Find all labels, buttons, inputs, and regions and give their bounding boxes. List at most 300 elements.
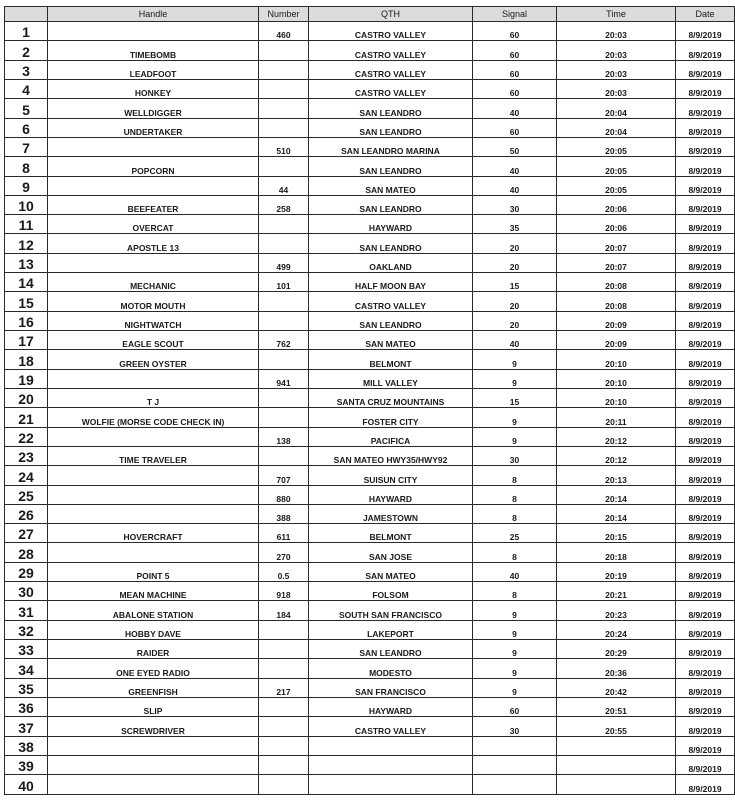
qth-cell: CASTRO VALLEY	[309, 60, 473, 79]
handle-cell: OVERCAT	[48, 215, 259, 234]
table-row	[5, 678, 735, 697]
date-cell: 8/9/2019	[676, 60, 735, 79]
header-qth: QTH	[309, 7, 473, 22]
handle-cell: WOLFIE (MORSE CODE CHECK IN)	[48, 408, 259, 427]
time-cell: 20:21	[557, 582, 676, 601]
table-row	[5, 620, 735, 639]
date-cell: 8/9/2019	[676, 22, 735, 41]
date-cell: 8/9/2019	[676, 273, 735, 292]
qth-cell: SAN LEANDRO	[309, 640, 473, 659]
table-row	[5, 369, 735, 388]
number-cell: 707	[259, 466, 309, 485]
row-number: 32	[5, 620, 48, 639]
row-number: 24	[5, 466, 48, 485]
signal-cell: 15	[473, 388, 557, 407]
time-cell: 20:03	[557, 22, 676, 41]
qth-cell: FOLSOM	[309, 582, 473, 601]
date-cell: 8/9/2019	[676, 582, 735, 601]
row-number: 22	[5, 427, 48, 446]
table-row	[5, 775, 735, 795]
number-cell: 258	[259, 195, 309, 214]
number-cell	[259, 60, 309, 79]
signal-cell: 20	[473, 311, 557, 330]
date-cell: 8/9/2019	[676, 543, 735, 562]
table-row	[5, 22, 735, 41]
qth-cell	[309, 755, 473, 774]
signal-cell: 40	[473, 562, 557, 581]
signal-cell: 9	[473, 640, 557, 659]
row-number: 13	[5, 253, 48, 272]
table-row	[5, 331, 735, 350]
number-cell: 499	[259, 253, 309, 272]
date-cell: 8/9/2019	[676, 292, 735, 311]
handle-cell: APOSTLE 13	[48, 234, 259, 253]
row-number: 3	[5, 60, 48, 79]
time-cell: 20:06	[557, 195, 676, 214]
time-cell: 20:51	[557, 697, 676, 716]
date-cell: 8/9/2019	[676, 562, 735, 581]
signal-cell: 9	[473, 678, 557, 697]
table-row	[5, 755, 735, 774]
signal-cell: 60	[473, 22, 557, 41]
log-body	[5, 22, 735, 795]
table-row	[5, 446, 735, 465]
header-handle: Handle	[48, 7, 259, 22]
table-row	[5, 195, 735, 214]
number-cell	[259, 736, 309, 755]
table-row	[5, 137, 735, 156]
qth-cell: SAN JOSE	[309, 543, 473, 562]
number-cell	[259, 640, 309, 659]
date-cell: 8/9/2019	[676, 717, 735, 736]
date-cell: 8/9/2019	[676, 427, 735, 446]
number-cell	[259, 350, 309, 369]
number-cell	[259, 118, 309, 137]
time-cell: 20:05	[557, 157, 676, 176]
qth-cell: CASTRO VALLEY	[309, 22, 473, 41]
date-cell: 8/9/2019	[676, 195, 735, 214]
number-cell	[259, 292, 309, 311]
handle-cell: POINT 5	[48, 562, 259, 581]
signal-cell: 8	[473, 466, 557, 485]
number-cell	[259, 157, 309, 176]
row-number: 30	[5, 582, 48, 601]
qth-cell: HALF MOON BAY	[309, 273, 473, 292]
row-number: 21	[5, 408, 48, 427]
row-number: 37	[5, 717, 48, 736]
number-cell	[259, 659, 309, 678]
qth-cell: SAN LEANDRO	[309, 311, 473, 330]
qth-cell: SAN FRANCISCO	[309, 678, 473, 697]
signal-cell: 9	[473, 408, 557, 427]
date-cell: 8/9/2019	[676, 678, 735, 697]
number-cell: 611	[259, 524, 309, 543]
handle-cell	[48, 253, 259, 272]
time-cell: 20:10	[557, 369, 676, 388]
time-cell	[557, 755, 676, 774]
time-cell: 20:09	[557, 331, 676, 350]
check-in-log-table	[4, 6, 735, 795]
handle-cell: TIME TRAVELER	[48, 446, 259, 465]
table-row	[5, 157, 735, 176]
row-number: 11	[5, 215, 48, 234]
qth-cell: HAYWARD	[309, 485, 473, 504]
time-cell: 20:03	[557, 60, 676, 79]
number-cell: 460	[259, 22, 309, 41]
time-cell: 20:09	[557, 311, 676, 330]
signal-cell: 9	[473, 659, 557, 678]
number-cell	[259, 620, 309, 639]
date-cell: 8/9/2019	[676, 41, 735, 60]
row-number: 17	[5, 331, 48, 350]
time-cell: 20:19	[557, 562, 676, 581]
number-cell: 101	[259, 273, 309, 292]
handle-cell	[48, 427, 259, 446]
time-cell: 20:05	[557, 176, 676, 195]
signal-cell: 15	[473, 273, 557, 292]
number-cell: 762	[259, 331, 309, 350]
handle-cell: GREEN OYSTER	[48, 350, 259, 369]
signal-cell	[473, 736, 557, 755]
handle-cell	[48, 755, 259, 774]
qth-cell: FOSTER CITY	[309, 408, 473, 427]
qth-cell: CASTRO VALLEY	[309, 79, 473, 98]
qth-cell: SAN MATEO HWY35/HWY92	[309, 446, 473, 465]
qth-cell	[309, 736, 473, 755]
table-row	[5, 736, 735, 755]
table-row	[5, 504, 735, 523]
row-number: 27	[5, 524, 48, 543]
number-cell: 184	[259, 601, 309, 620]
number-cell	[259, 446, 309, 465]
date-cell: 8/9/2019	[676, 99, 735, 118]
table-row	[5, 485, 735, 504]
number-cell: 880	[259, 485, 309, 504]
qth-cell: LAKEPORT	[309, 620, 473, 639]
row-number: 4	[5, 79, 48, 98]
time-cell: 20:14	[557, 485, 676, 504]
row-number: 7	[5, 137, 48, 156]
signal-cell: 50	[473, 137, 557, 156]
handle-cell: HOBBY DAVE	[48, 620, 259, 639]
handle-cell: UNDERTAKER	[48, 118, 259, 137]
time-cell: 20:42	[557, 678, 676, 697]
row-number: 23	[5, 446, 48, 465]
log-sheet	[4, 6, 722, 795]
time-cell: 20:08	[557, 292, 676, 311]
table-row	[5, 717, 735, 736]
time-cell: 20:04	[557, 99, 676, 118]
table-row	[5, 562, 735, 581]
handle-cell	[48, 543, 259, 562]
table-row	[5, 466, 735, 485]
qth-cell: HAYWARD	[309, 697, 473, 716]
date-cell: 8/9/2019	[676, 137, 735, 156]
signal-cell: 9	[473, 601, 557, 620]
time-cell: 20:03	[557, 79, 676, 98]
time-cell: 20:04	[557, 118, 676, 137]
number-cell: 941	[259, 369, 309, 388]
number-cell: 138	[259, 427, 309, 446]
signal-cell: 8	[473, 485, 557, 504]
handle-cell: BEEFEATER	[48, 195, 259, 214]
handle-cell	[48, 176, 259, 195]
time-cell: 20:13	[557, 466, 676, 485]
table-row	[5, 350, 735, 369]
date-cell: 8/9/2019	[676, 79, 735, 98]
time-cell: 20:12	[557, 446, 676, 465]
signal-cell: 30	[473, 195, 557, 214]
qth-cell: SAN LEANDRO	[309, 195, 473, 214]
row-number: 1	[5, 22, 48, 41]
row-number: 29	[5, 562, 48, 581]
table-row	[5, 234, 735, 253]
date-cell: 8/9/2019	[676, 620, 735, 639]
time-cell	[557, 736, 676, 755]
date-cell: 8/9/2019	[676, 350, 735, 369]
table-row	[5, 79, 735, 98]
signal-cell: 9	[473, 620, 557, 639]
handle-cell: HONKEY	[48, 79, 259, 98]
handle-cell: SLIP	[48, 697, 259, 716]
handle-cell	[48, 369, 259, 388]
time-cell: 20:08	[557, 273, 676, 292]
header-date: Date	[676, 7, 735, 22]
qth-cell: SUISUN CITY	[309, 466, 473, 485]
number-cell	[259, 775, 309, 795]
handle-cell: ABALONE STATION	[48, 601, 259, 620]
table-row	[5, 697, 735, 716]
time-cell: 20:07	[557, 234, 676, 253]
signal-cell: 40	[473, 176, 557, 195]
date-cell: 8/9/2019	[676, 755, 735, 774]
number-cell: 44	[259, 176, 309, 195]
time-cell: 20:07	[557, 253, 676, 272]
row-number: 31	[5, 601, 48, 620]
qth-cell: JAMESTOWN	[309, 504, 473, 523]
handle-cell: GREENFISH	[48, 678, 259, 697]
handle-cell: WELLDIGGER	[48, 99, 259, 118]
signal-cell: 30	[473, 446, 557, 465]
row-number: 2	[5, 41, 48, 60]
date-cell: 8/9/2019	[676, 466, 735, 485]
table-row	[5, 640, 735, 659]
handle-cell	[48, 504, 259, 523]
header-number: Number	[259, 7, 309, 22]
date-cell: 8/9/2019	[676, 775, 735, 795]
time-cell: 20:15	[557, 524, 676, 543]
table-row	[5, 311, 735, 330]
signal-cell: 35	[473, 215, 557, 234]
row-number: 26	[5, 504, 48, 523]
number-cell	[259, 311, 309, 330]
time-cell: 20:18	[557, 543, 676, 562]
handle-cell: EAGLE SCOUT	[48, 331, 259, 350]
qth-cell: SAN LEANDRO	[309, 157, 473, 176]
table-row	[5, 60, 735, 79]
date-cell: 8/9/2019	[676, 446, 735, 465]
date-cell: 8/9/2019	[676, 118, 735, 137]
time-cell: 20:14	[557, 504, 676, 523]
qth-cell: SAN MATEO	[309, 562, 473, 581]
date-cell: 8/9/2019	[676, 311, 735, 330]
row-number: 36	[5, 697, 48, 716]
row-number: 19	[5, 369, 48, 388]
signal-cell: 60	[473, 697, 557, 716]
table-row	[5, 427, 735, 446]
date-cell: 8/9/2019	[676, 253, 735, 272]
row-number: 18	[5, 350, 48, 369]
row-number: 14	[5, 273, 48, 292]
handle-cell: RAIDER	[48, 640, 259, 659]
handle-cell: SCREWDRIVER	[48, 717, 259, 736]
table-row	[5, 41, 735, 60]
qth-cell: HAYWARD	[309, 215, 473, 234]
handle-cell	[48, 137, 259, 156]
signal-cell: 60	[473, 118, 557, 137]
number-cell: 388	[259, 504, 309, 523]
qth-cell: OAKLAND	[309, 253, 473, 272]
row-number: 5	[5, 99, 48, 118]
signal-cell	[473, 775, 557, 795]
time-cell: 20:05	[557, 137, 676, 156]
number-cell	[259, 99, 309, 118]
row-number: 15	[5, 292, 48, 311]
row-number: 34	[5, 659, 48, 678]
table-row	[5, 601, 735, 620]
qth-cell: SANTA CRUZ MOUNTAINS	[309, 388, 473, 407]
date-cell: 8/9/2019	[676, 369, 735, 388]
table-row	[5, 253, 735, 272]
number-cell	[259, 408, 309, 427]
qth-cell: CASTRO VALLEY	[309, 292, 473, 311]
row-number: 25	[5, 485, 48, 504]
time-cell: 20:29	[557, 640, 676, 659]
number-cell: 510	[259, 137, 309, 156]
date-cell: 8/9/2019	[676, 331, 735, 350]
signal-cell: 25	[473, 524, 557, 543]
signal-cell: 60	[473, 41, 557, 60]
date-cell: 8/9/2019	[676, 640, 735, 659]
handle-cell: ONE EYED RADIO	[48, 659, 259, 678]
handle-cell: MECHANIC	[48, 273, 259, 292]
number-cell	[259, 234, 309, 253]
handle-cell	[48, 22, 259, 41]
date-cell: 8/9/2019	[676, 234, 735, 253]
row-number: 10	[5, 195, 48, 214]
signal-cell: 30	[473, 717, 557, 736]
handle-cell	[48, 485, 259, 504]
time-cell: 20:23	[557, 601, 676, 620]
number-cell: 217	[259, 678, 309, 697]
number-cell	[259, 215, 309, 234]
row-number: 12	[5, 234, 48, 253]
time-cell: 20:36	[557, 659, 676, 678]
row-number: 38	[5, 736, 48, 755]
number-cell: 918	[259, 582, 309, 601]
qth-cell: SOUTH SAN FRANCISCO	[309, 601, 473, 620]
table-row	[5, 524, 735, 543]
qth-cell: BELMONT	[309, 350, 473, 369]
qth-cell: PACIFICA	[309, 427, 473, 446]
handle-cell	[48, 736, 259, 755]
qth-cell: CASTRO VALLEY	[309, 717, 473, 736]
signal-cell: 8	[473, 504, 557, 523]
handle-cell: POPCORN	[48, 157, 259, 176]
qth-cell	[309, 775, 473, 795]
number-cell	[259, 697, 309, 716]
handle-cell: MEAN MACHINE	[48, 582, 259, 601]
row-number: 28	[5, 543, 48, 562]
number-cell	[259, 79, 309, 98]
qth-cell: BELMONT	[309, 524, 473, 543]
handle-cell	[48, 466, 259, 485]
time-cell: 20:03	[557, 41, 676, 60]
date-cell: 8/9/2019	[676, 736, 735, 755]
signal-cell: 8	[473, 582, 557, 601]
table-row	[5, 99, 735, 118]
row-number: 40	[5, 775, 48, 795]
date-cell: 8/9/2019	[676, 524, 735, 543]
time-cell: 20:24	[557, 620, 676, 639]
time-cell: 20:12	[557, 427, 676, 446]
handle-cell	[48, 775, 259, 795]
table-row	[5, 118, 735, 137]
table-row	[5, 543, 735, 562]
time-cell: 20:06	[557, 215, 676, 234]
signal-cell: 40	[473, 99, 557, 118]
date-cell: 8/9/2019	[676, 157, 735, 176]
number-cell	[259, 41, 309, 60]
number-cell	[259, 755, 309, 774]
signal-cell: 20	[473, 253, 557, 272]
number-cell: 270	[259, 543, 309, 562]
table-row	[5, 176, 735, 195]
signal-cell	[473, 755, 557, 774]
qth-cell: SAN LEANDRO	[309, 234, 473, 253]
date-cell: 8/9/2019	[676, 215, 735, 234]
row-number: 16	[5, 311, 48, 330]
qth-cell: SAN MATEO	[309, 176, 473, 195]
row-number: 6	[5, 118, 48, 137]
time-cell	[557, 775, 676, 795]
table-row	[5, 388, 735, 407]
date-cell: 8/9/2019	[676, 485, 735, 504]
date-cell: 8/9/2019	[676, 504, 735, 523]
table-row	[5, 292, 735, 311]
signal-cell: 60	[473, 79, 557, 98]
qth-cell: SAN LEANDRO	[309, 118, 473, 137]
table-row	[5, 273, 735, 292]
header-index	[5, 7, 48, 22]
qth-cell: SAN LEANDRO	[309, 99, 473, 118]
handle-cell: HOVERCRAFT	[48, 524, 259, 543]
qth-cell: MILL VALLEY	[309, 369, 473, 388]
row-number: 8	[5, 157, 48, 176]
handle-cell: NIGHTWATCH	[48, 311, 259, 330]
qth-cell: CASTRO VALLEY	[309, 41, 473, 60]
qth-cell: MODESTO	[309, 659, 473, 678]
time-cell: 20:10	[557, 350, 676, 369]
qth-cell: SAN LEANDRO MARINA	[309, 137, 473, 156]
time-cell: 20:11	[557, 408, 676, 427]
table-row	[5, 659, 735, 678]
number-cell	[259, 717, 309, 736]
row-number: 39	[5, 755, 48, 774]
signal-cell: 8	[473, 543, 557, 562]
signal-cell: 40	[473, 331, 557, 350]
handle-cell: MOTOR MOUTH	[48, 292, 259, 311]
